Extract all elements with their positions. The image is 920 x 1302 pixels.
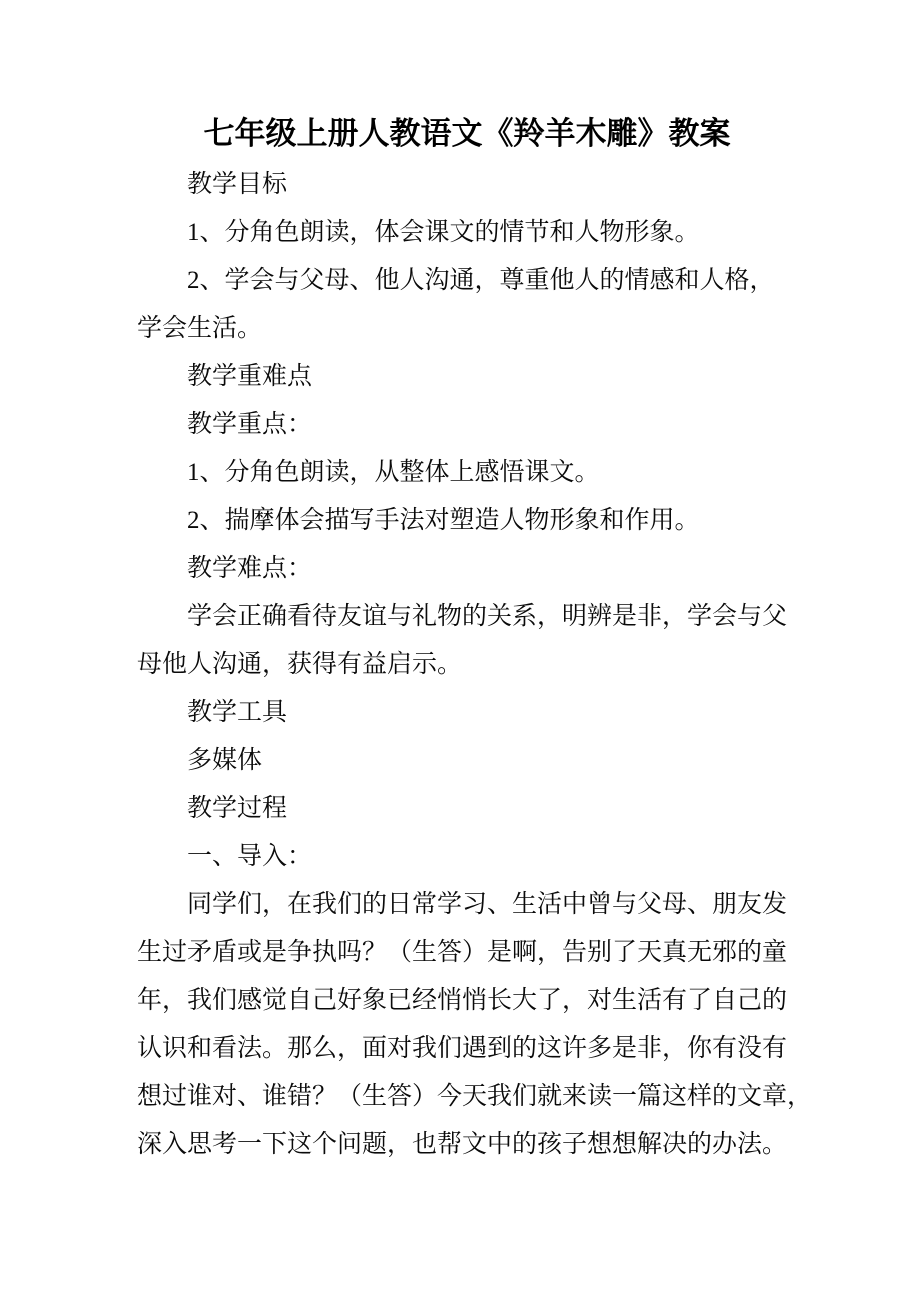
paragraph-line: 2、学会与父母、他人沟通，尊重他人的情感和人格， bbox=[187, 267, 775, 294]
paragraph-line: 年，我们感觉自己好象已经悄悄长大了，对生活有了自己的 bbox=[137, 987, 788, 1014]
paragraph-line: 母他人沟通，获得有益启示。 bbox=[137, 651, 463, 678]
paragraph-line: 学会正确看待友谊与礼物的关系，明辨是非，学会与父 bbox=[187, 603, 788, 630]
paragraph-line: 教学工具 bbox=[187, 699, 288, 726]
paragraph-line: 1、分角色朗读，体会课文的情节和人物形象。 bbox=[187, 219, 700, 246]
paragraph-line: 想过谁对、谁错？（生答）今天我们就来读一篇这样的文章， bbox=[137, 1083, 813, 1110]
paragraph-line: 教学目标 bbox=[187, 171, 288, 198]
paragraph-line: 学会生活。 bbox=[137, 315, 263, 342]
paragraph-line: 1、分角色朗读，从整体上感悟课文。 bbox=[187, 459, 600, 486]
paragraph-line: 教学重点： bbox=[187, 411, 313, 438]
paragraph bbox=[137, 545, 797, 593]
paragraph-line: 生过矛盾或是争执吗？（生答）是啊，告别了天真无邪的童 bbox=[137, 939, 788, 966]
paragraph-line: 同学们，在我们的日常学习、生活中曾与父母、朋友发 bbox=[187, 891, 788, 918]
paragraph bbox=[137, 689, 797, 737]
paragraph bbox=[137, 497, 797, 545]
paragraph-line: 教学过程 bbox=[187, 795, 288, 822]
paragraph-line: 多媒体 bbox=[187, 747, 263, 774]
paragraph-line: 一、导入： bbox=[187, 843, 313, 870]
paragraph bbox=[137, 881, 813, 1169]
paragraph bbox=[137, 209, 797, 257]
paragraph bbox=[137, 353, 797, 401]
document-content bbox=[137, 107, 813, 1169]
paragraph bbox=[137, 449, 797, 497]
paragraph-line: 认识和看法。那么，面对我们遇到的这许多是非，你有没有 bbox=[137, 1035, 788, 1062]
paragraph bbox=[137, 593, 797, 689]
paragraph bbox=[137, 785, 797, 833]
paragraph bbox=[137, 257, 797, 353]
paragraph-line: 教学难点： bbox=[187, 555, 313, 582]
document-title: 七年级上册人教语文《羚羊木雕》教案 bbox=[203, 116, 731, 151]
paragraph bbox=[137, 833, 797, 881]
paragraph-line: 深入思考一下这个问题，也帮文中的孩子想想解决的办法。 bbox=[137, 1131, 788, 1158]
document-body bbox=[137, 161, 813, 1169]
paragraph bbox=[137, 161, 797, 209]
paragraph-line: 教学重难点 bbox=[187, 363, 313, 390]
paragraph-line: 2、揣摩体会描写手法对塑造人物形象和作用。 bbox=[187, 507, 700, 534]
paragraph bbox=[137, 737, 797, 785]
paragraph bbox=[137, 401, 797, 449]
